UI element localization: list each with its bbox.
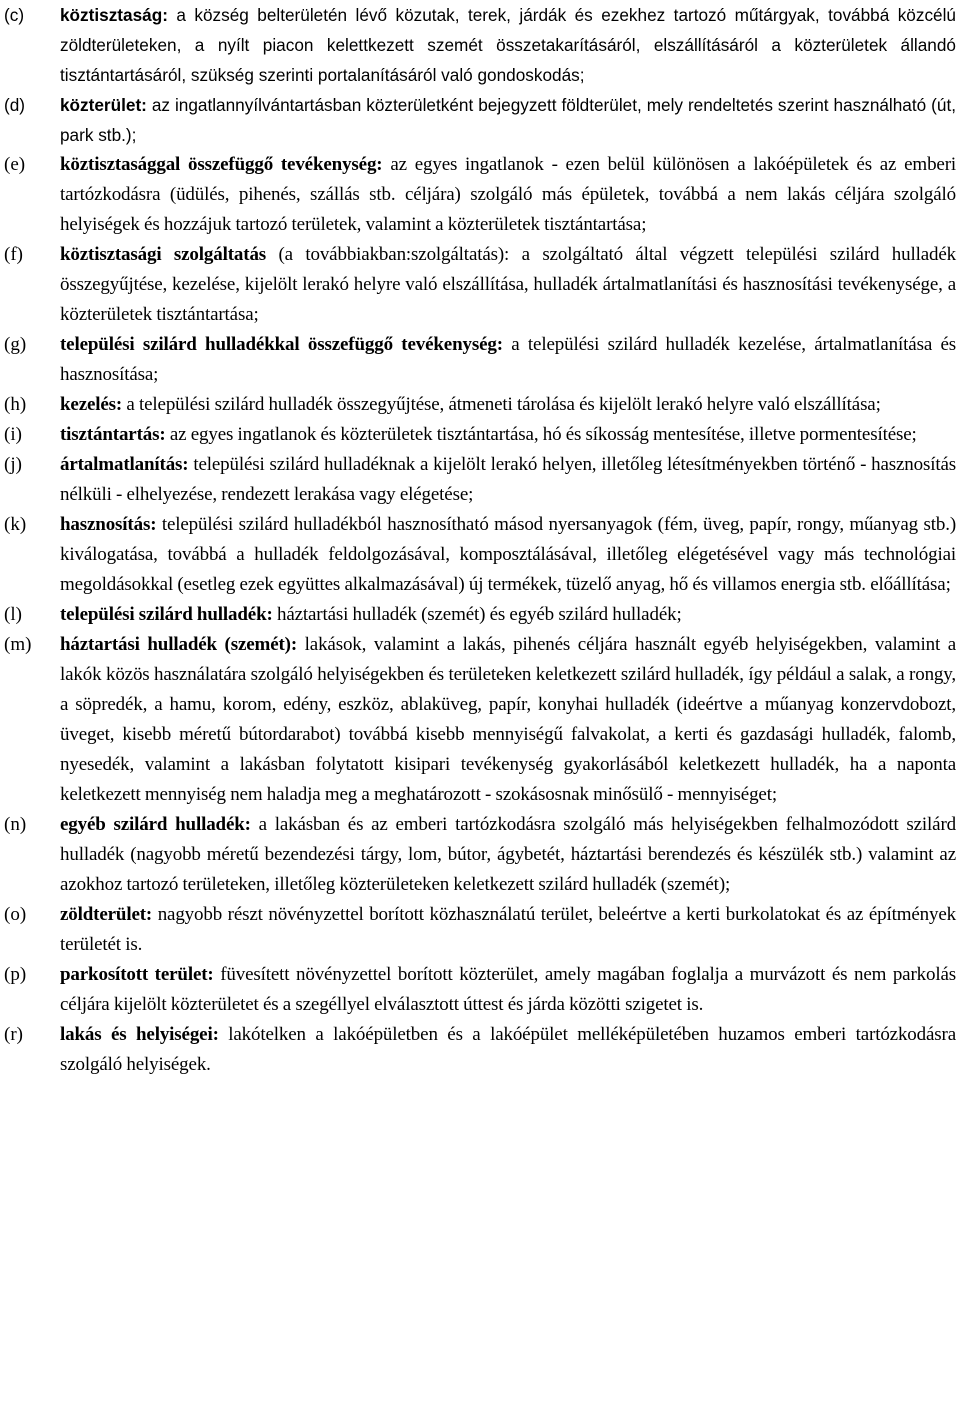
item-marker: (r): [4, 1024, 23, 1045]
item-marker: (l): [4, 604, 22, 625]
definition-text: a települési szilárd hulladék kezelése, ártalmatlanítása és hasznosítása;: [60, 334, 956, 385]
definition-term: köztisztasági szolgáltatás: [60, 244, 267, 265]
definition-body: [60, 330, 956, 390]
definition-item-e: [0, 150, 960, 240]
definition-text: háztartási hulladék (szemét) és egyéb szilárd hulladék;: [272, 604, 682, 625]
definition-body: [60, 150, 956, 240]
definition-text: (a továbbiakban:szolgáltatás): a szolgáltató által végzett települési szilárd hulladék összegyűjtése, kezelése, kijelölt lerakó helyre való elszállítása, hulladék ártalmatlanítási és hasznosítási tevékenysége, a közterületek tisztántartása;: [60, 244, 956, 325]
definition-term: parkosított terület:: [60, 964, 214, 985]
item-marker: (h): [4, 394, 27, 415]
definition-body: [60, 600, 956, 630]
definition-text: lakótelken a lakóépületben és a lakóépület melléképületében huzamos emberi tartózkodásra szolgáló helyiségek.: [60, 1024, 956, 1075]
definition-term: települési szilárd hulladékkal összefüggő tevékenység:: [60, 334, 503, 355]
definition-body: [60, 1020, 956, 1080]
definition-item-i: [0, 420, 960, 450]
item-marker: (n): [4, 814, 27, 835]
definition-body: [60, 390, 956, 420]
item-marker: (o): [4, 904, 27, 925]
definition-item-m: [0, 630, 960, 810]
definition-text: nagyobb részt növényzettel borított közhasználatú terület, beleértve a kerti burkolatokat és az építmények területét is.: [60, 904, 956, 955]
definition-text: települési szilárd hulladéknak a kijelölt lerakó helyen, illetőleg létesítményekben történő - hasznosítás nélküli - elhelyezése, rendezett lerakása vagy elégetése;: [60, 454, 956, 505]
definition-term: kezelés:: [60, 394, 123, 415]
definition-item-r: [0, 1020, 960, 1080]
definition-body: [60, 810, 956, 900]
definition-term: egyéb szilárd hulladék:: [60, 814, 251, 835]
definition-item-d: [0, 90, 960, 150]
definition-term: zöldterület:: [60, 904, 153, 925]
definition-term: háztartási hulladék (szemét):: [60, 634, 298, 655]
definition-body: [60, 960, 956, 1020]
definition-text: lakások, valamint a lakás, pihenés céljára használt egyéb helyiségekben, valamint a lakók közös használatára szolgáló helyiségekben és területeken keletkezett szilárd hulladék, így például a salak, a rongy, a söpredék, a hamu, korom, edény, eszköz, ablaküveg, papír, konyhai hulladék (ideértve a műanyag konzervdobozt, üveget, kisebb méretű bútordarabot) továbbá kisebb mennyiségű falvakolat, a kerti és gazdasági hulladék, falomb, nyesedék, valamint a lakásban folytatott kisipari tevékenység gyakorlásából keletkezett hulladék, ha a naponta keletkezett mennyiség nem haladja meg a meghatározott - szokásosnak minősülő - mennyiséget;: [60, 634, 957, 805]
definition-body: [60, 420, 956, 450]
definition-body: [60, 510, 956, 600]
item-marker: (d): [4, 95, 26, 115]
definition-term: köztisztasággal összefüggő tevékenység:: [60, 154, 383, 175]
definition-text: a települési szilárd hulladék összegyűjtése, átmeneti tárolása és kijelölt lerakó helyre való elszállítása;: [122, 394, 881, 415]
definition-item-p: [0, 960, 960, 1020]
definition-term: lakás és helyiségei:: [60, 1024, 219, 1045]
definition-item-f: [0, 240, 960, 330]
definition-term: közterület:: [60, 95, 147, 115]
item-marker: (m): [4, 634, 32, 655]
definition-item-n: [0, 810, 960, 900]
definition-text: füvesített növényzettel borított közterület, amely magában foglalja a murvázott és nem parkolás céljára kijelölt közterületet és a szegéllyel elválasztott úttest és járda közötti szigetet is.: [60, 964, 956, 1015]
definition-item-c: [0, 0, 960, 90]
definition-body: [60, 900, 956, 960]
definition-term: köztisztaság:: [60, 5, 168, 25]
item-marker: (f): [4, 244, 23, 265]
definition-item-k: [0, 510, 960, 600]
definition-item-o: [0, 900, 960, 960]
item-marker: (p): [4, 964, 27, 985]
definition-body: [60, 90, 956, 150]
definition-body: [60, 0, 956, 90]
definition-term: települési szilárd hulladék:: [60, 604, 273, 625]
definition-body: [60, 450, 956, 510]
item-marker: (j): [4, 454, 22, 475]
definition-text: települési szilárd hulladékból hasznosítható másod nyersanyagok (fém, üveg, papír, rongy, műanyag stb.) kiválogatása, továbbá a hulladék feldolgozásával, komposztálásával, illetőleg elégetésével vagy más technológiai megoldásokkal (esetleg ezek együttes alkalmazásával) új termékek, tüzelő anyag, hő és villamos energia stb. előállítása;: [60, 514, 956, 595]
definition-text: a lakásban és az emberi tartózkodásra szolgáló más helyiségekben felhalmozódott szilárd hulladék (nagyobb méretű bezendezési tárgy, lom, bútor, ágybetét, háztartási berendezés és készülék stb.) valamint az azokhoz tartozó területeken, illetőleg közterületeken keletkezett szilárd hulladék (szemét);: [60, 814, 956, 895]
definition-text: az egyes ingatlanok és közterületek tisztántartása, hó és síkosság mentesítése, illetve pormentesítése;: [165, 424, 917, 445]
definition-item-h: [0, 390, 960, 420]
item-marker: (c): [4, 5, 25, 25]
item-marker: (i): [4, 424, 22, 445]
definition-term: ártalmatlanítás:: [60, 454, 189, 475]
definition-item-j: [0, 450, 960, 510]
item-marker: (e): [4, 154, 26, 175]
definition-term: hasznosítás:: [60, 514, 157, 535]
definition-item-g: [0, 330, 960, 390]
definition-body: [60, 240, 956, 330]
definition-item-l: [0, 600, 960, 630]
definition-term: tisztántartás:: [60, 424, 166, 445]
definition-text: az egyes ingatlanok - ezen belül különösen a lakóépületek és az emberi tartózkodásra (üdülés, pihenés, szállás stb. céljára) szolgáló más épületek, továbbá a nem lakás céljára szolgáló helyiségek és hozzájuk tartozó területek, valamint a közterületek tisztántartása;: [60, 154, 957, 235]
item-marker: (k): [4, 514, 27, 535]
definition-text: a község belterületén lévő közutak, terek, járdák és ezekhez tartozó műtárgyak, továbbá közcélú zöldterületeken, a nyílt piacon kelettkezett szemét összetakarításáról, elszállításáról a közterületek állandó tisztántartásáról, szükség szerinti portalanításáról való gondoskodás;: [60, 5, 956, 85]
definition-text: az ingatlannyílvántartásban közterületként bejegyzett földterület, mely rendeltetés szerint használható (út, park stb.);: [60, 95, 956, 145]
definition-body: [60, 630, 956, 810]
item-marker: (g): [4, 334, 27, 355]
